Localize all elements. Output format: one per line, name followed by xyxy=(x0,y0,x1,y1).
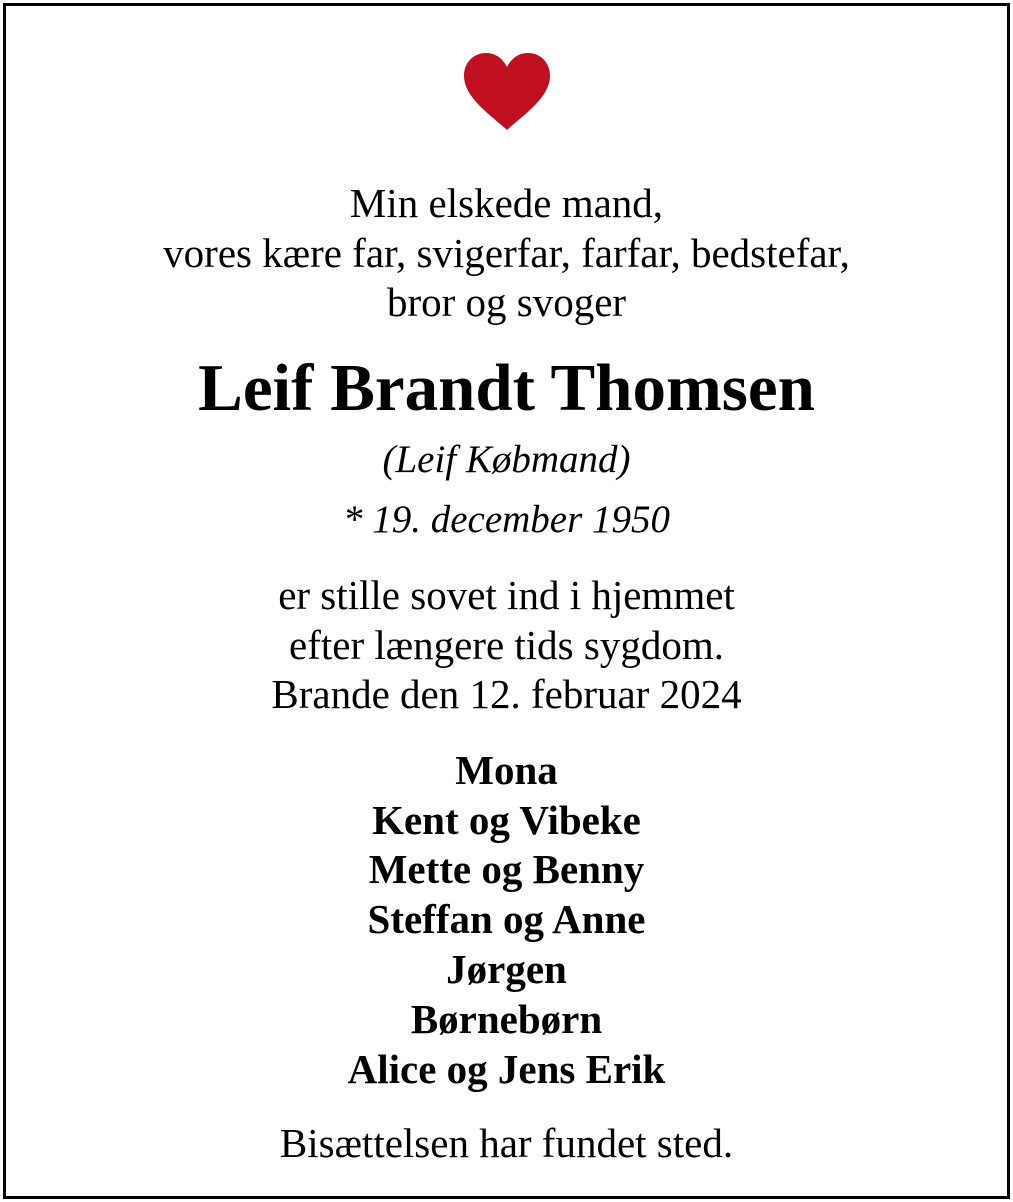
family-line: Mette og Benny xyxy=(368,846,645,892)
intro-line: vores kære far, svigerfar, farfar, bedstefar, xyxy=(163,230,850,276)
heart-icon xyxy=(462,52,552,132)
birth-date: * 19. december 1950 xyxy=(342,498,671,541)
intro-line: Min elskede mand, xyxy=(349,180,664,226)
family-line: Mona xyxy=(455,747,558,793)
message-line: Brande den 12. februar 2024 xyxy=(271,671,742,717)
family-line: Børnebørn xyxy=(410,996,603,1042)
family-line: Steffan og Anne xyxy=(367,896,646,942)
intro-line: bror og svoger xyxy=(386,279,627,325)
deceased-name: Leif Brandt Thomsen xyxy=(198,351,815,425)
message-line: er stille sovet ind i hjemmet xyxy=(278,572,735,618)
closing-line: Bisættelsen har fundet sted. xyxy=(279,1120,734,1166)
message-line: efter længere tids sygdom. xyxy=(289,622,724,668)
family-line: Alice og Jens Erik xyxy=(347,1046,666,1092)
heart-shape xyxy=(464,53,550,130)
nickname: (Leif Købmand) xyxy=(382,438,631,481)
family-line: Kent og Vibeke xyxy=(372,797,641,843)
family-line: Jørgen xyxy=(446,946,567,992)
